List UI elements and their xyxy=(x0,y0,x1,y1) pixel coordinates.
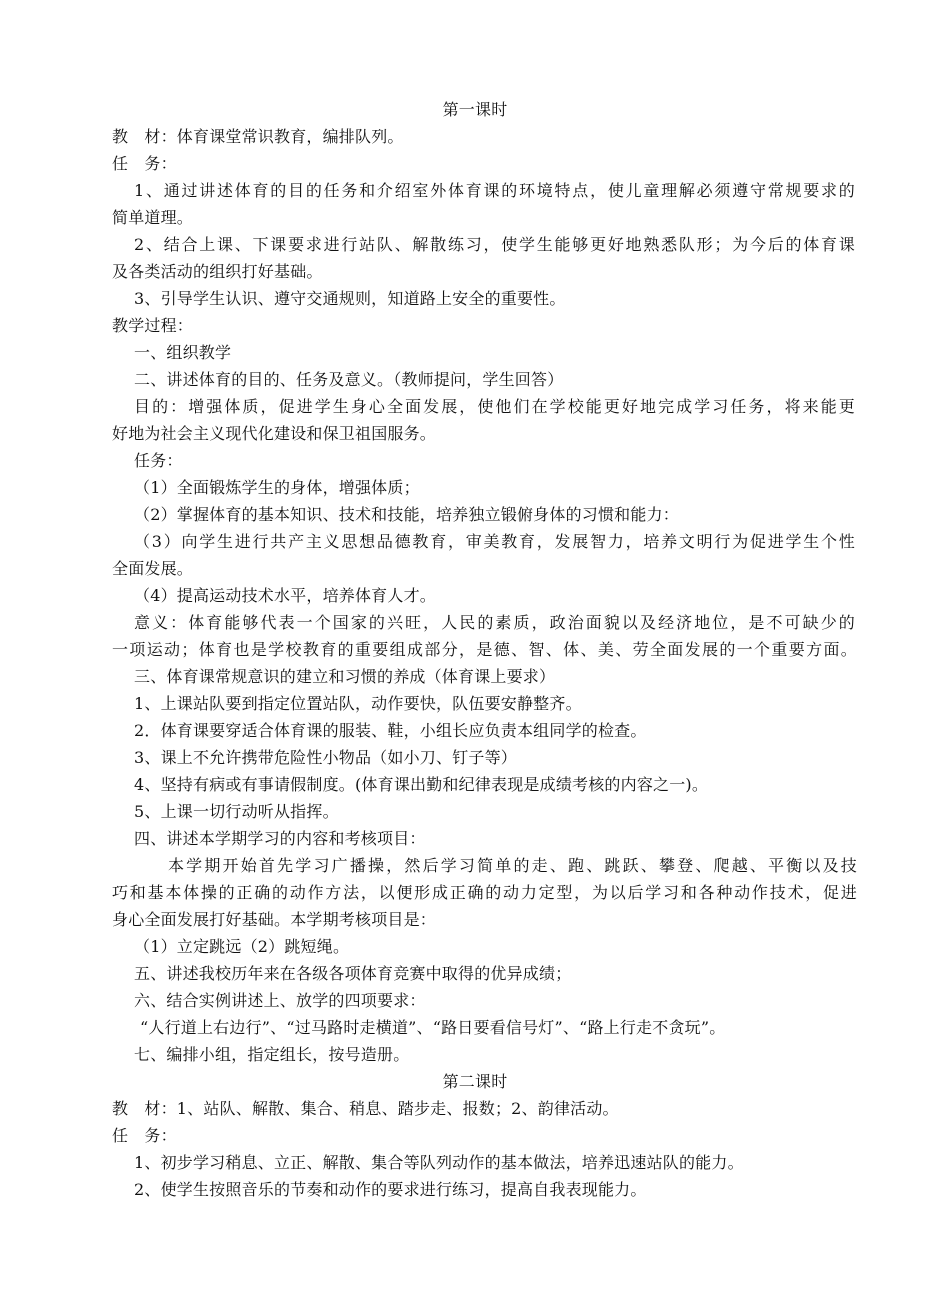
lesson-title: 第一课时 xyxy=(442,100,508,119)
text-line: （3）向学生进行共产主义思想品德教育，审美教育，发展智力，培养文明行为促进学生个性 xyxy=(134,532,855,551)
text-line: 好地为社会主义现代化建设和保卫祖国服务。 xyxy=(112,424,437,443)
text-line: 4、坚持有病或有事请假制度。(体育课出勤和纪律表现是成绩考核的内容之一)。 xyxy=(134,775,709,794)
text-line: 1、初步学习稍息、立正、解散、集合等队列动作的基本做法，培养迅速站队的能力。 xyxy=(134,1153,744,1172)
text-line: 目的：增强体质，促进学生身心全面发展，使他们在学校能更好地完成学习任务，将来能更 xyxy=(134,397,855,416)
text-line: 2、使学生按照音乐的节奏和动作的要求进行练习，提高自我表现能力。 xyxy=(134,1180,647,1199)
text-line: （2）掌握体育的基本知识、技术和技能，培养独立锻俯身体的习惯和能力： xyxy=(134,505,679,524)
text-line: “人行道上右边行”、“过马路时走横道”、“路日要看信号灯”、“路上行走不贪玩”。 xyxy=(140,1018,726,1037)
text-line: （4）提高运动技术水平，培养体育人才。 xyxy=(134,586,436,605)
text-line: 任 务： xyxy=(112,154,177,173)
text-line: 身心全面发展打好基础。本学期考核项目是： xyxy=(112,910,437,929)
text-line: 简单道理。 xyxy=(112,208,194,227)
text-line: （1）立定跳远（2）跳短绳。 xyxy=(134,937,350,956)
text-line: （1）全面锻炼学生的身体，增强体质； xyxy=(134,478,420,497)
text-line: 巧和基本体操的正确的动作方法，以便形成正确的动力定型，为以后学习和各种动作技术，促进 xyxy=(112,883,857,902)
text-line: 任务： xyxy=(134,451,183,470)
text-line: 1、通过讲述体育的目的任务和介绍室外体育课的环境特点，使儿童理解必须遵守常规要求的 xyxy=(134,181,855,200)
text-line: 及各类活动的组织打好基础。 xyxy=(112,262,323,281)
text-line: 本学期开始首先学习广播操，然后学习简单的走、跑、跳跃、攀登、爬越、平衡以及技 xyxy=(168,856,857,875)
text-line: 七、编排小组，指定组长，按号造册。 xyxy=(134,1045,410,1064)
text-line: 教 材：1、站队、解散、集合、稍息、踏步走、报数；2、韵律活动。 xyxy=(112,1099,619,1118)
text-line: 三、体育课常规意识的建立和习惯的养成（体育课上要求） xyxy=(134,667,556,686)
text-line: 1、上课站队要到指定位置站队，动作要快，队伍要安静整齐。 xyxy=(134,694,582,713)
text-line: 5、上课一切行动听从指挥。 xyxy=(134,802,339,821)
text-line: 2．体育课要穿适合体育课的服装、鞋，小组长应负责本组同学的检查。 xyxy=(134,721,647,740)
text-line: 一、组织教学 xyxy=(134,343,232,362)
lesson-title: 第二课时 xyxy=(442,1072,508,1091)
text-line: 教学过程： xyxy=(112,316,194,335)
text-line: 四、讲述本学期学习的内容和考核项目： xyxy=(134,829,426,848)
text-line: 意义：体育能够代表一个国家的兴旺，人民的素质，政治面貌以及经济地位，是不可缺少的 xyxy=(134,613,855,632)
text-line: 全面发展。 xyxy=(112,559,194,578)
text-line: 二、讲述体育的目的、任务及意义。（教师提问，学生回答） xyxy=(134,370,564,389)
text-line: 2、结合上课、下课要求进行站队、解散练习，使学生能够更好地熟悉队形；为今后的体育课 xyxy=(134,235,855,254)
text-line: 五、讲述我校历年来在各级各项体育竞赛中取得的优异成绩； xyxy=(134,964,572,983)
text-line: 教 材：体育课堂常识教育，编排队列。 xyxy=(112,127,404,146)
text-line: 六、结合实例讲述上、放学的四项要求： xyxy=(134,991,426,1010)
text-line: 任 务： xyxy=(112,1126,177,1145)
text-line: 一项运动；体育也是学校教育的重要组成部分，是德、智、体、美、劳全面发展的一个重要方面。 xyxy=(112,640,857,659)
text-line: 3、引导学生认识、遵守交通规则，知道路上安全的重要性。 xyxy=(134,289,566,308)
text-line: 3、课上不允许携带危险性小物品（如小刀、钉子等） xyxy=(134,748,517,767)
